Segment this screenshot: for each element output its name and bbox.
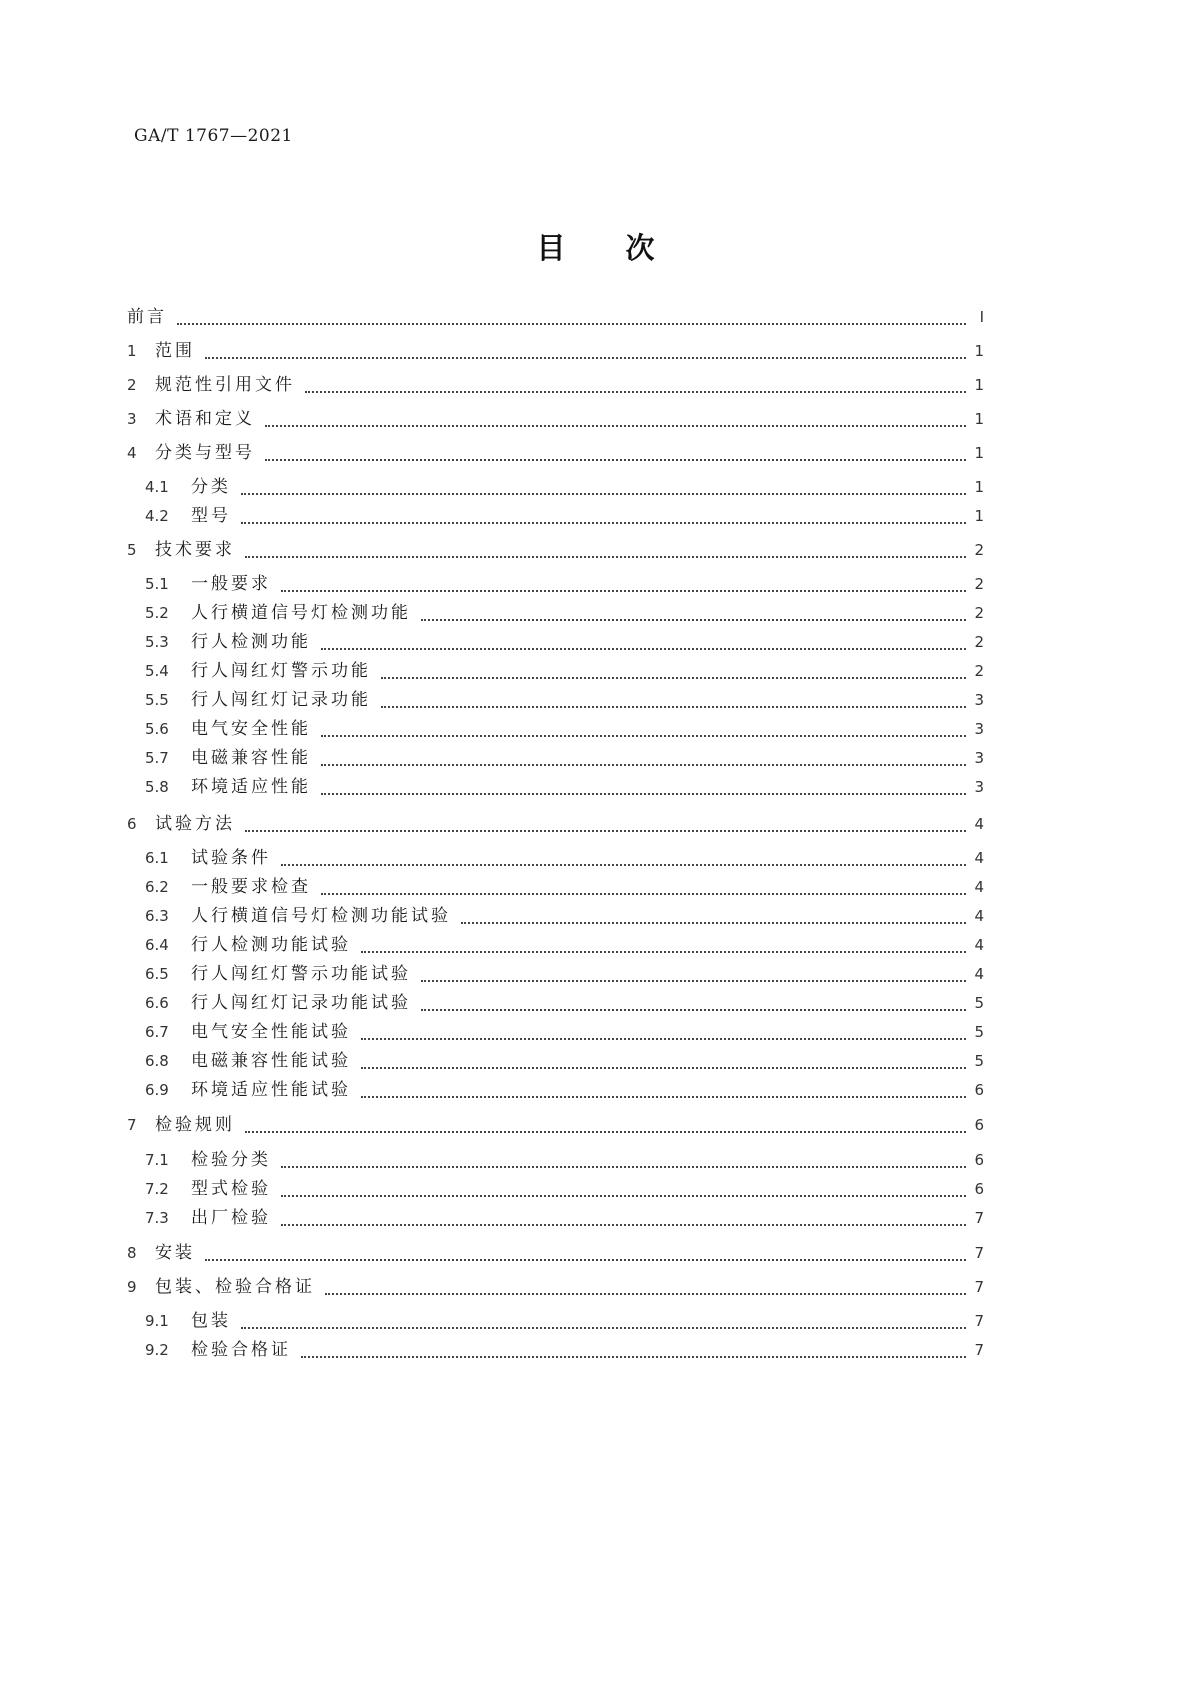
toc-entry-title: 人行横道信号灯检测功能试验 [191, 906, 451, 926]
toc-entry-number: 5.7 [145, 749, 169, 767]
toc-entry-title: 行人检测功能试验 [191, 935, 351, 955]
toc-entry-title: 术语和定义 [155, 409, 255, 429]
toc-entry[interactable] [145, 1174, 984, 1200]
dot-leader [361, 1061, 966, 1069]
toc-entry-page: 5 [974, 994, 984, 1012]
dot-leader [321, 642, 966, 650]
toc-entry-title: 行人闯红灯记录功能 [191, 690, 371, 710]
document-code: GA/T 1767—2021 [134, 126, 293, 146]
toc-entry-number: 8 [127, 1244, 137, 1262]
toc-entry-page: 7 [974, 1209, 984, 1227]
toc-entry-title: 电气安全性能 [191, 719, 311, 739]
toc-entry-page: 1 [974, 410, 984, 428]
toc-entry-page: 6 [974, 1151, 984, 1169]
dot-leader [177, 317, 966, 325]
toc-entry-title: 试验条件 [191, 848, 271, 868]
toc-entry-page: 2 [974, 604, 984, 622]
toc-entry[interactable] [145, 714, 984, 740]
toc-entry-number: 5.4 [145, 662, 169, 680]
toc-entry[interactable] [145, 1203, 984, 1229]
dot-leader [265, 453, 966, 461]
toc-entry[interactable] [145, 901, 984, 927]
toc-entry-page: 1 [974, 444, 984, 462]
toc-entry-number: 4 [127, 444, 137, 462]
dot-leader [381, 671, 966, 679]
toc-entry-number: 7.3 [145, 1209, 169, 1227]
toc-entry-number: 5.5 [145, 691, 169, 709]
toc-entry[interactable] [127, 1272, 984, 1298]
toc-entry-title: 一般要求 [191, 574, 271, 594]
toc-entry-title: 检验分类 [191, 1150, 271, 1170]
toc-entry-number: 6.1 [145, 849, 169, 867]
toc-entry-number: 5.1 [145, 575, 169, 593]
toc-entry-number: 9.1 [145, 1312, 169, 1330]
toc-entry-number: 5.2 [145, 604, 169, 622]
toc-entry-page: 3 [974, 778, 984, 796]
dot-leader [421, 613, 966, 621]
toc-entry-page: 7 [974, 1312, 984, 1330]
toc-entry[interactable] [145, 598, 984, 624]
toc-entry[interactable] [127, 370, 984, 396]
toc-entry-title: 检验合格证 [191, 1340, 291, 1360]
toc-entry[interactable] [127, 404, 984, 430]
toc-entry-number: 5 [127, 541, 137, 559]
toc-entry-title: 出厂检验 [191, 1208, 271, 1228]
dot-leader [321, 787, 966, 795]
toc-entry-title: 环境适应性能 [191, 777, 311, 797]
toc-entry-page: 7 [974, 1244, 984, 1262]
toc-entry-title: 电气安全性能试验 [191, 1022, 351, 1042]
toc-entry-page: 4 [974, 936, 984, 954]
toc-entry-page: 4 [974, 907, 984, 925]
toc-entry-page: 3 [974, 691, 984, 709]
toc-entry-title: 行人闯红灯警示功能试验 [191, 964, 411, 984]
toc-entry[interactable] [145, 1335, 984, 1361]
toc-entry[interactable] [145, 872, 984, 898]
toc-entry-page: 6 [974, 1180, 984, 1198]
dot-leader [205, 351, 966, 359]
dot-leader [245, 1125, 966, 1133]
toc-entry-page: 1 [974, 342, 984, 360]
toc-entry-title: 范围 [155, 341, 195, 361]
toc-entry-title: 试验方法 [155, 814, 235, 834]
toc-entry-title: 人行横道信号灯检测功能 [191, 603, 411, 623]
toc-entry-title: 行人检测功能 [191, 632, 311, 652]
dot-leader [321, 729, 966, 737]
toc-entry[interactable] [145, 843, 984, 869]
toc-entry-title: 行人闯红灯警示功能 [191, 661, 371, 681]
toc-entry-number: 9.2 [145, 1341, 169, 1359]
dot-leader [321, 758, 966, 766]
toc-entry-number: 5.3 [145, 633, 169, 651]
toc-entry-page: 2 [974, 541, 984, 559]
toc-entry-page: 4 [974, 878, 984, 896]
dot-leader [325, 1287, 966, 1295]
toc-entry-page: 4 [974, 849, 984, 867]
toc-entry-number: 4.1 [145, 478, 169, 496]
toc-entry-number: 7.2 [145, 1180, 169, 1198]
toc-entry-page: 7 [974, 1341, 984, 1359]
toc-entry-number: 4.2 [145, 507, 169, 525]
toc-entry-number: 6.4 [145, 936, 169, 954]
toc-entry-page: 2 [974, 662, 984, 680]
toc-entry[interactable] [145, 988, 984, 1014]
toc-entry[interactable] [145, 1145, 984, 1171]
toc-entry-title: 一般要求检查 [191, 877, 311, 897]
toc-entry-number: 6.3 [145, 907, 169, 925]
toc-entry-title: 安装 [155, 1243, 195, 1263]
dot-leader [241, 516, 966, 524]
toc-entry-title: 分类 [191, 477, 231, 497]
toc-entry-number: 6.6 [145, 994, 169, 1012]
toc-entry-title: 行人闯红灯记录功能试验 [191, 993, 411, 1013]
toc-entry-page: 1 [974, 478, 984, 496]
toc-entry[interactable] [145, 1046, 984, 1072]
toc-entry-number: 7.1 [145, 1151, 169, 1169]
dot-leader [241, 1321, 966, 1329]
toc-entry[interactable] [145, 472, 984, 498]
toc-entry-title: 技术要求 [155, 540, 235, 560]
toc-entry-title: 型式检验 [191, 1179, 271, 1199]
toc-entry-title: 包装 [191, 1311, 231, 1331]
toc-entry-title: 电磁兼容性能 [191, 748, 311, 768]
toc-entry[interactable] [127, 535, 984, 561]
toc-entry[interactable] [145, 569, 984, 595]
toc-entry-page: 3 [974, 720, 984, 738]
dot-leader [305, 385, 966, 393]
toc-entry[interactable] [145, 501, 984, 527]
toc-entry-number: 6.9 [145, 1081, 169, 1099]
toc-entry-page: 7 [974, 1278, 984, 1296]
toc-entry-page: 3 [974, 749, 984, 767]
dot-leader [301, 1350, 966, 1358]
toc-entry-number: 2 [127, 376, 137, 394]
toc-entry-number: 6.8 [145, 1052, 169, 1070]
toc-entry-title: 分类与型号 [155, 443, 255, 463]
dot-leader [361, 945, 966, 953]
toc-entry[interactable] [145, 743, 984, 769]
toc-entry-number: 6.7 [145, 1023, 169, 1041]
toc-entry-title: 电磁兼容性能试验 [191, 1051, 351, 1071]
toc-entry-title: 规范性引用文件 [155, 375, 295, 395]
toc-entry-page: 5 [974, 1023, 984, 1041]
toc-entry[interactable] [127, 809, 984, 835]
toc-entry-page: 6 [974, 1081, 984, 1099]
dot-leader [281, 858, 966, 866]
dot-leader [361, 1032, 966, 1040]
toc-entry-number: 5.8 [145, 778, 169, 796]
toc-entry-page: 1 [974, 507, 984, 525]
toc-entry-number: 3 [127, 410, 137, 428]
dot-leader [281, 1218, 966, 1226]
toc-entry-number: 1 [127, 342, 137, 360]
dot-leader [361, 1090, 966, 1098]
dot-leader [245, 824, 966, 832]
dot-leader [265, 419, 966, 427]
toc-entry[interactable] [127, 336, 984, 362]
dot-leader [421, 974, 966, 982]
toc-entry[interactable] [145, 685, 984, 711]
toc-entry-page: 5 [974, 1052, 984, 1070]
toc-entry-number: 6.2 [145, 878, 169, 896]
toc-entry-page: 4 [974, 965, 984, 983]
toc-entry[interactable] [145, 1075, 984, 1101]
toc-entry-title: 前言 [127, 307, 167, 327]
title-char-2: 次 [625, 231, 655, 265]
toc-entry[interactable] [145, 1017, 984, 1043]
toc-entry-number: 6.5 [145, 965, 169, 983]
toc-entry-title: 型号 [191, 506, 231, 526]
dot-leader [205, 1253, 966, 1261]
toc-entry-page: 6 [974, 1116, 984, 1134]
toc-entry-number: 9 [127, 1278, 137, 1296]
toc-entry-page: 2 [974, 633, 984, 651]
toc-entry[interactable] [145, 656, 984, 682]
dot-leader [281, 584, 966, 592]
toc-entry[interactable] [127, 1110, 984, 1136]
title-char-1: 目 [536, 231, 566, 265]
toc-entry-title: 环境适应性能试验 [191, 1080, 351, 1100]
dot-leader [241, 487, 966, 495]
toc-entry[interactable] [145, 1306, 984, 1332]
dot-leader [461, 916, 966, 924]
toc-entry-number: 7 [127, 1116, 137, 1134]
toc-entry-title: 检验规则 [155, 1115, 235, 1135]
toc-entry-page: 2 [974, 575, 984, 593]
toc-entry-page: 4 [974, 815, 984, 833]
toc-entry[interactable] [145, 959, 984, 985]
toc-entry[interactable] [127, 302, 984, 328]
toc-entry-number: 6 [127, 815, 137, 833]
toc-entry[interactable] [145, 930, 984, 956]
toc-entry[interactable] [127, 1238, 984, 1264]
dot-leader [245, 550, 966, 558]
dot-leader [381, 700, 966, 708]
toc-entry[interactable] [145, 627, 984, 653]
dot-leader [421, 1003, 966, 1011]
toc-entry[interactable] [145, 772, 984, 798]
toc-entry-title: 包装、检验合格证 [155, 1277, 315, 1297]
dot-leader [281, 1189, 966, 1197]
dot-leader [281, 1160, 966, 1168]
toc-entry[interactable] [127, 438, 984, 464]
toc-entry-page: 1 [974, 376, 984, 394]
dot-leader [321, 887, 966, 895]
toc-entry-number: 5.6 [145, 720, 169, 738]
toc-entry-page: Ⅰ [979, 308, 984, 326]
